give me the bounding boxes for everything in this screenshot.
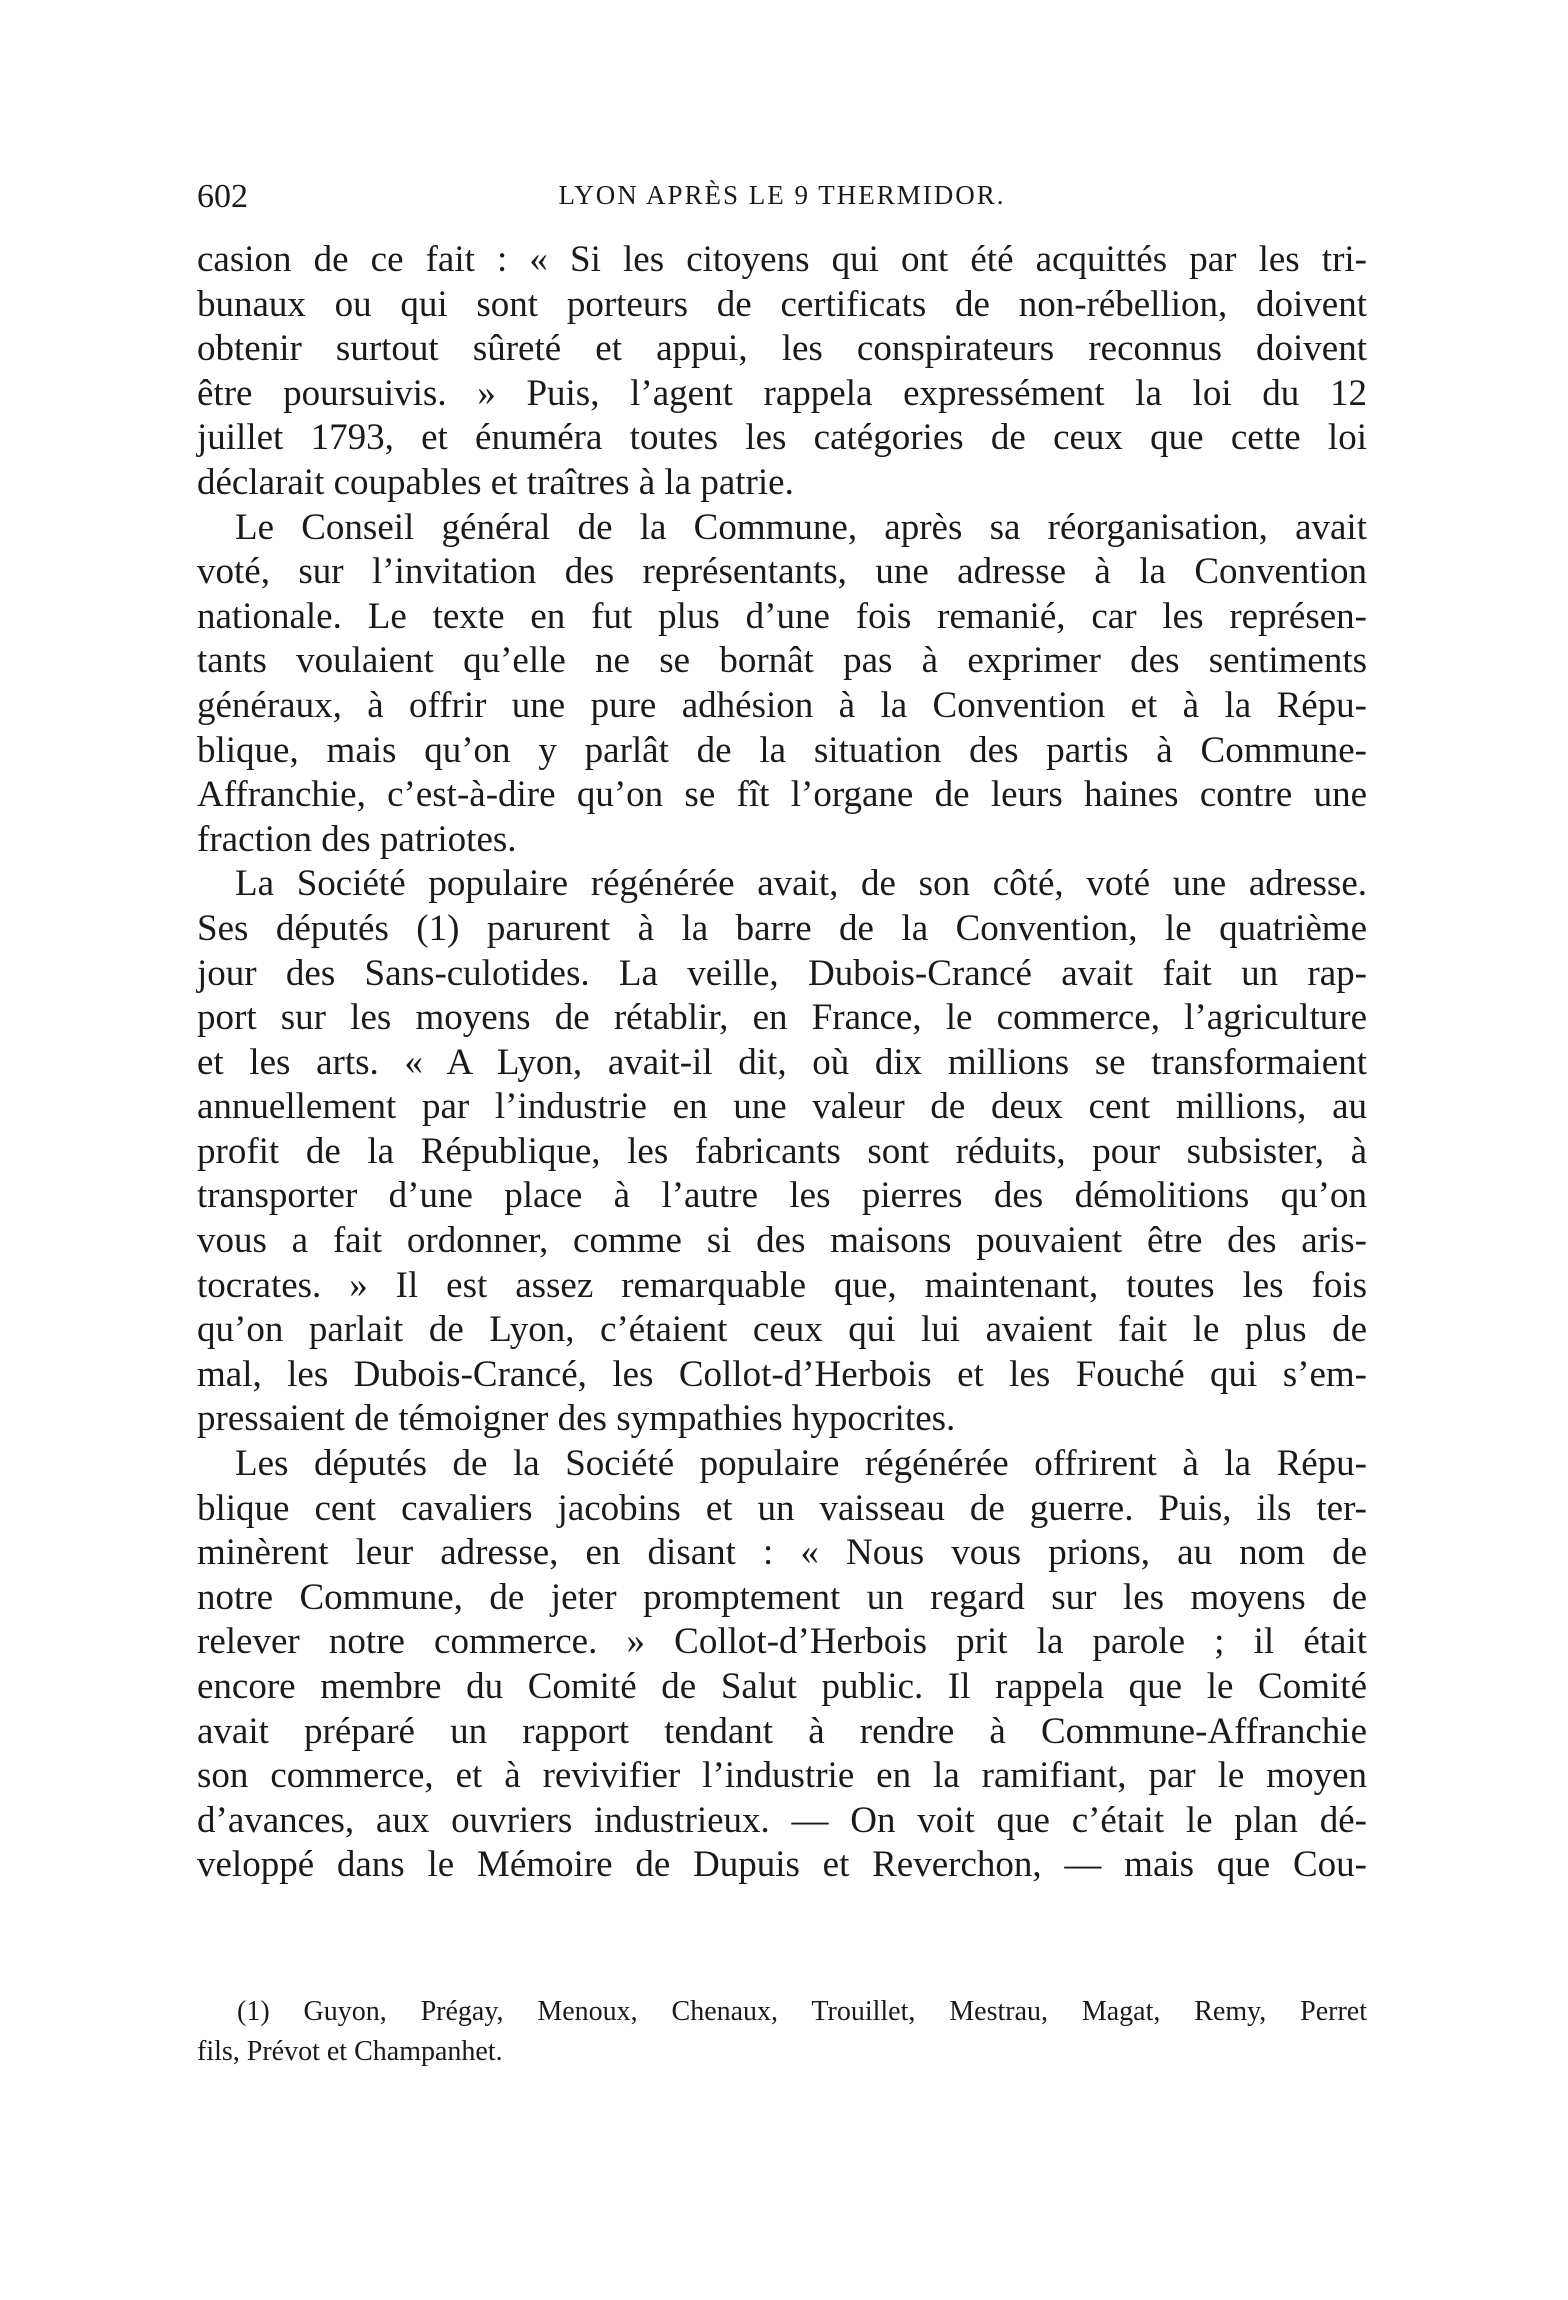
text-line: tocrates. » Il est assez remarquable que, maintenant, toutes les fois [197,1264,1367,1306]
text-line: Les députés de la Société populaire régénérée offrirent à la Répu- [235,1443,1367,1485]
text-line: et les arts. « A Lyon, avait-il dit, où dix millions se transformaient [197,1041,1367,1083]
text-line: obtenir surtout sûreté et appui, les conspirateurs reconnus doivent [197,328,1367,370]
text-line: tants voulaient qu’elle ne se bornât pas à exprimer des sentiments [197,640,1367,682]
text-line: bunaux ou qui sont porteurs de certificats de non-rébellion, doivent [197,283,1367,325]
text-line: nationale. Le texte en fut plus d’une fois remanié, car les représen- [197,595,1367,637]
text-line: blique, mais qu’on y parlât de la situation des partis à Commune- [197,729,1367,771]
text-line: avait préparé un rapport tendant à rendre à Commune-Affranchie [197,1710,1367,1752]
text-line: d’avances, aux ouvriers industrieux. — On voit que c’était le plan dé- [197,1799,1367,1841]
text-line: juillet 1793, et énuméra toutes les catégories de ceux que cette loi [197,417,1367,459]
page-header [197,178,1367,222]
footnote-line: fils, Prévot et Champanhet. [197,2036,503,2067]
text-line: jour des Sans-culotides. La veille, Dubois-Crancé avait fait un rap- [197,952,1367,994]
text-line: minèrent leur adresse, en disant : « Nous vous prions, au nom de [197,1532,1367,1574]
text-line: Affranchie, c’est-à-dire qu’on se fît l’organe de leurs haines contre une [197,774,1367,816]
text-line: généraux, à offrir une pure adhésion à la Convention et à la Répu- [197,684,1367,726]
footnote [197,1992,1367,2072]
paragraph [197,238,1367,506]
text-line: La Société populaire régénérée avait, de son côté, voté une adresse. [235,863,1367,905]
body-text [197,238,1367,1888]
text-line: port sur les moyens de rétablir, en France, le commerce, l’agriculture [197,997,1367,1039]
text-line: blique cent cavaliers jacobins et un vaisseau de guerre. Puis, ils ter- [197,1487,1367,1529]
paragraph [197,506,1367,863]
text-line: veloppé dans le Mémoire de Dupuis et Reverchon, — mais que Cou- [197,1844,1367,1886]
text-line: profit de la République, les fabricants sont réduits, pour subsister, à [197,1130,1367,1172]
text-line: Le Conseil général de la Commune, après sa réorganisation, avait [235,506,1367,548]
text-line: déclarait coupables et traîtres à la patrie. [197,461,794,503]
text-line: transporter d’une place à l’autre les pierres des démolitions qu’on [197,1175,1367,1217]
footnote-line: (1) Guyon, Prégay, Menoux, Chenaux, Trouillet, Mestrau, Magat, Remy, Perret [237,1996,1367,2027]
text-line: voté, sur l’invitation des représentants, une adresse à la Convention [197,551,1367,593]
page-number: 602 [197,178,248,215]
text-line: fraction des patriotes. [197,818,517,860]
text-line: relever notre commerce. » Collot-d’Herbois prit la parole ; il était [197,1621,1367,1663]
text-line: mal, les Dubois-Crancé, les Collot-d’Herbois et les Fouché qui s’em- [197,1353,1367,1395]
text-line: encore membre du Comité de Salut public. Il rappela que le Comité [197,1666,1367,1707]
text-line: casion de ce fait : « Si les citoyens qui ont été acquittés par les tri- [197,239,1367,280]
text-line: annuellement par l’industrie en une valeur de deux cent millions, au [197,1086,1367,1128]
paragraph [197,862,1367,1442]
text-line: pressaient de témoigner des sympathies hypocrites. [197,1398,956,1440]
text-line: vous a fait ordonner, comme si des maisons pouvaient être des aris- [197,1220,1367,1262]
text-line: Ses députés (1) parurent à la barre de la Convention, le quatrième [197,907,1367,949]
text-line: son commerce, et à revivifier l’industrie en la ramifiant, par le moyen [197,1755,1367,1797]
paragraph [197,1442,1367,1888]
text-line: être poursuivis. » Puis, l’agent rappela expressément la loi du 12 [197,372,1367,414]
running-title: LYON APRÈS LE 9 THERMIDOR. [558,180,1006,210]
text-line: notre Commune, de jeter promptement un regard sur les moyens de [197,1576,1367,1618]
text-line: qu’on parlait de Lyon, c’étaient ceux qui lui avaient fait le plus de [197,1309,1367,1351]
